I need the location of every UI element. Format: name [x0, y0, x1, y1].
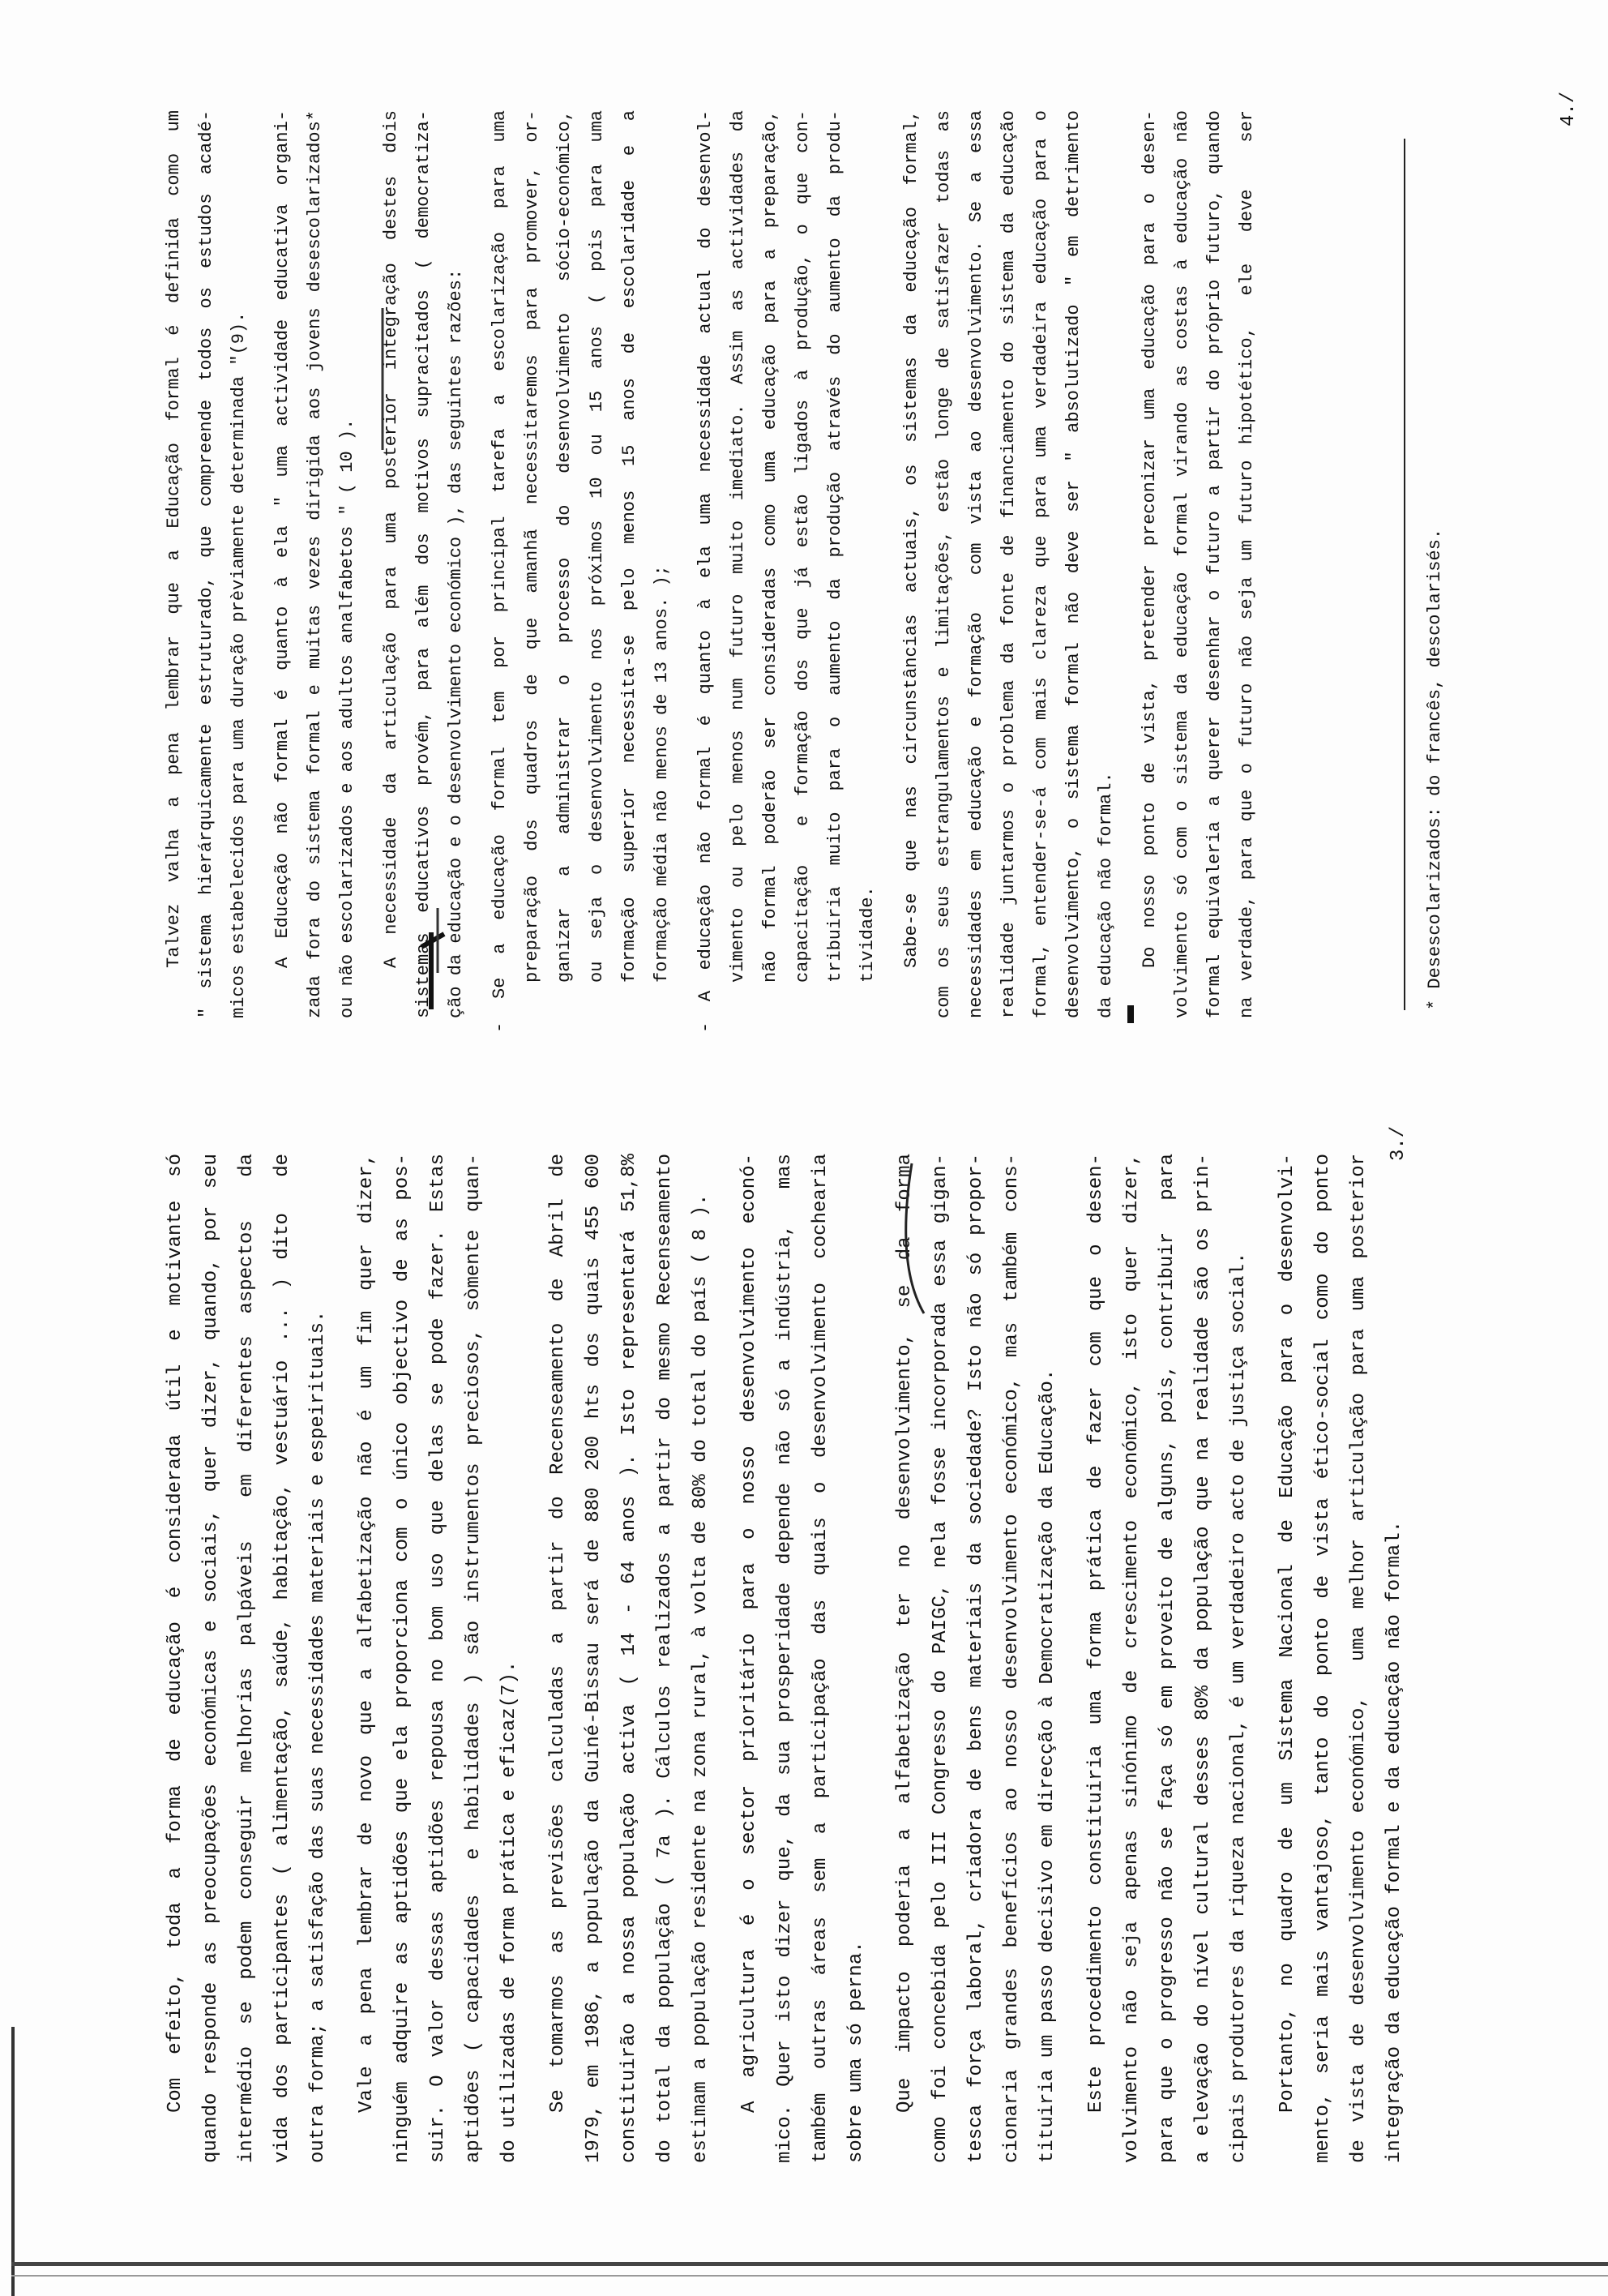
text-line: tribuiria muito para o aumento da produção através do aumento da produ- — [825, 110, 845, 983]
text-line: tesca força laboral, criadora de bens materiais da sociedade? Isto não só propor- — [965, 1154, 987, 2163]
paragraph — [1079, 1154, 1257, 2163]
paragraph — [732, 1154, 875, 2163]
text-line: cipais produtores da riqueza nacional, é um verdadeiro acto de justiça social. — [1228, 1252, 1250, 2163]
text-line: Do nosso ponto de vista, pretender preconizar uma educação para o desen- — [1140, 110, 1160, 968]
text-line: ninguém adquire as aptidões que ela proporciona com o único objectivo de as pos- — [391, 1154, 413, 2163]
text-line: sistemas educativos provém, para além dos motivos supracitados ( democratiza- — [413, 110, 434, 1018]
text-line: outra forma; a satisfação das suas necessidades materiais e espeirituais. — [307, 1310, 329, 2163]
text-line: capacitação e formação dos que já estão ligados à produção, o que con- — [793, 110, 813, 983]
paragraph — [1270, 1154, 1413, 2163]
text-line: formal equivaleria a querer desenhar o futuro a partir do próprio futuro, quando — [1204, 110, 1225, 1018]
paragraph — [541, 1154, 719, 2163]
text-line: Talvez valha a pena lembrar que a Educação formal é definida como um — [164, 110, 184, 968]
text-line: para que o progresso não se faça só em proveito de alguns, pois, contribuir para — [1157, 1154, 1178, 2163]
text-line: com os seus estrangulamentos e limitações, estão longe de satisfazer todas as — [934, 110, 954, 1018]
text-line: integração da educação formal e da educação não formal. — [1383, 1520, 1405, 2163]
text-line: Sabe-se que nas circunstâncias actuais, os sistemas da educação formal, — [901, 110, 922, 968]
text-line: intermédio se podem conseguir melhorias palpáveis em diferentes aspectos da — [236, 1154, 258, 2163]
paragraph — [158, 1154, 336, 2163]
text-line: constituirão a nossa população activa ( 14 - 64 anos ). Isto representará 51,8% — [618, 1154, 640, 2163]
paragraph — [1134, 110, 1264, 1018]
scan-edge-bottom-thin — [11, 2275, 1608, 2277]
text-line: vida dos participantes ( alimentação, saúde, habitação, vestuário ... ) dito de — [272, 1154, 293, 2163]
text-line: sobre uma só perna. — [845, 1941, 867, 2163]
text-line: aptidões ( capacidades e habilidades ) são instrumentos preciosos, sòmente quan- — [463, 1154, 485, 2163]
text-line: desenvolvimento, o sistema formal não deve ser " absolutizado " em detrimento — [1063, 110, 1084, 1018]
text-line: volvimento não seja apenas sinónimo de crescimento económico, isto quer dizer, — [1121, 1154, 1143, 2163]
paragraph — [887, 1154, 1066, 2163]
text-line: necessidades em educação e formação com vista ao desenvolvimento. Se a essa — [966, 110, 986, 1018]
page-4-body — [158, 110, 1275, 1033]
text-line: formação superior necessita-se pelo menos 15 anos de escolaridade e a — [619, 110, 639, 983]
text-line: realidade juntarmos o problema da fonte de financiamento do sistema da educação — [999, 110, 1019, 1018]
page-number: 3./ — [1388, 1125, 1409, 1161]
text-line: também outras áreas sem a participação das quais o desenvolvimento cochearia — [810, 1154, 832, 2163]
list-item — [690, 110, 884, 1033]
text-line: cionaria grandes benefícios ao nosso desenvolvimento económico, mas também cons- — [1001, 1154, 1023, 2163]
text-line: " sistema hierárquicamente estruturado, que compreende todos os estudos acadé- — [196, 110, 216, 1018]
text-line: de vista de desenvolvimento económico, uma melhor articulação para uma posterior — [1348, 1154, 1370, 2163]
text-line: preparação dos quadros de que amanhã necessitaremos para promover, or- — [522, 110, 542, 983]
text-line: quando responde as preocupações económicas e sociais, quer dizer, quando, por seu — [200, 1154, 222, 2163]
page-3-body — [158, 1154, 1426, 2163]
text-line: tividade. — [857, 886, 878, 983]
text-line: Que impacto poderia a alfabetização ter no desenvolvimento, se da forma — [894, 1154, 916, 2113]
text-line: Com efeito, toda a forma de educação é considerada útil e motivante só — [165, 1154, 186, 2113]
text-line: formal, entender-se-á com mais clareza que para uma verdadeira educação para o — [1031, 110, 1051, 1018]
list-item — [484, 110, 678, 1033]
text-line: ou seja o desenvolvimento nos próximos 10 ou 15 anos ( pois para uma — [587, 110, 607, 983]
text-line: ou não escolarizados e aos adultos analfabetos " ( 10 ). — [337, 418, 357, 1018]
text-line: - A educação não formal é quanto à ela uma necessidade actual do desenvol- — [695, 110, 716, 1033]
text-line: estimam a população residente na zona rural, à volta de 80% do total do país ( 8 ). — [690, 1193, 712, 2163]
text-line: tituiria um passo decisivo em direcção à Democratização da Educação. — [1037, 1369, 1058, 2163]
page-number: 4./ — [1558, 91, 1580, 126]
text-line: não formal poderão ser consideradas como uma educação para a preparação, — [760, 110, 780, 983]
paragraph — [267, 110, 364, 1018]
text-line: ção da educação e o desenvolvimento económico ), das seguintes razões: — [446, 268, 466, 1018]
text-line: A Educação não formal é quanto à ela " uma actividade educativa organi- — [272, 110, 293, 968]
text-line: suir. O valor dessas aptidões repousa no bom uso que delas se pode fazer. Estas — [427, 1154, 449, 2163]
text-line: 1979, em 1986, a população da Guiné-Bissau será de 880 200 hts dos quais 455 600 — [583, 1154, 605, 2163]
text-line: Este procedimento constituiria uma forma prática de fazer com que o desen- — [1085, 1154, 1107, 2113]
paragraph — [896, 110, 1123, 1018]
text-line: Vale a pena lembrar de novo que a alfabetização não é um fim quer dizer, — [356, 1154, 378, 2113]
text-line: formação média não menos de 13 anos. ); — [652, 565, 672, 983]
text-line: ganizar a administrar o processo do desenvolvimento sócio-económico, — [554, 110, 575, 983]
scan-edge-left — [11, 2027, 15, 2296]
text-line: do utilizadas de forma prática e eficaz(7). — [498, 1660, 520, 2163]
paragraph — [375, 110, 473, 1018]
text-line: micos estabelecidos para uma duração prèviamente determinada "(9). — [229, 311, 249, 1018]
text-line: volvimento só com o sistema da educação formal virando as costas à educação não — [1172, 110, 1192, 1018]
text-line: zada fora do sistema formal e muitas vezes dirigida aos jovens desescolarizados* — [305, 110, 325, 1018]
text-line: mento, seria mais vantajoso, tanto do ponto de vista ético-social como do ponto — [1312, 1154, 1334, 2163]
text-line: mico. Quer isto dizer que, da sua prosperidade depende não só a indústria, mas — [774, 1154, 796, 2163]
scan-edge-bottom — [11, 2262, 1608, 2266]
paragraph — [158, 110, 255, 1018]
text-line: Se tomarmos as previsões calculadas a partir do Recenseamento de Abril de — [547, 1154, 569, 2113]
text-line: A agricultura é o sector prioritário para o nosso desenvolvimento econó- — [738, 1154, 760, 2113]
text-line: do total da população ( 7a ). Cálculos realizados a partir do mesmo Recenseamento — [654, 1154, 676, 2163]
text-line: Portanto, no quadro de um Sistema Nacional de Educação para o desenvolvi- — [1277, 1154, 1298, 2113]
text-line: na verdade, para que o futuro não seja um futuro hipotético, ele deve ser — [1237, 110, 1257, 1018]
text-line: vimento ou pelo menos num futuro muito imediato. Assim as actividades da — [728, 110, 748, 983]
footnote-divider — [1404, 139, 1405, 1010]
text-line: a elevação do nível cultural desses 80% da população que na realidade são os prin- — [1192, 1154, 1214, 2163]
text-line: como foi concebida pelo III Congresso do PAIGC, nela fosse incorporada essa gigan- — [930, 1154, 952, 2163]
text-line: da educação não formal. — [1096, 772, 1116, 1018]
text-line: - Se a educação formal tem por principal tarefa a escolarização para uma — [490, 110, 510, 1033]
footnote: * Desescolarizados: do francês, descolarisés. — [1425, 528, 1445, 1010]
paragraph — [349, 1154, 528, 2163]
text-line: A necessidade da articulação para uma posterior integração destes dois — [381, 110, 401, 968]
